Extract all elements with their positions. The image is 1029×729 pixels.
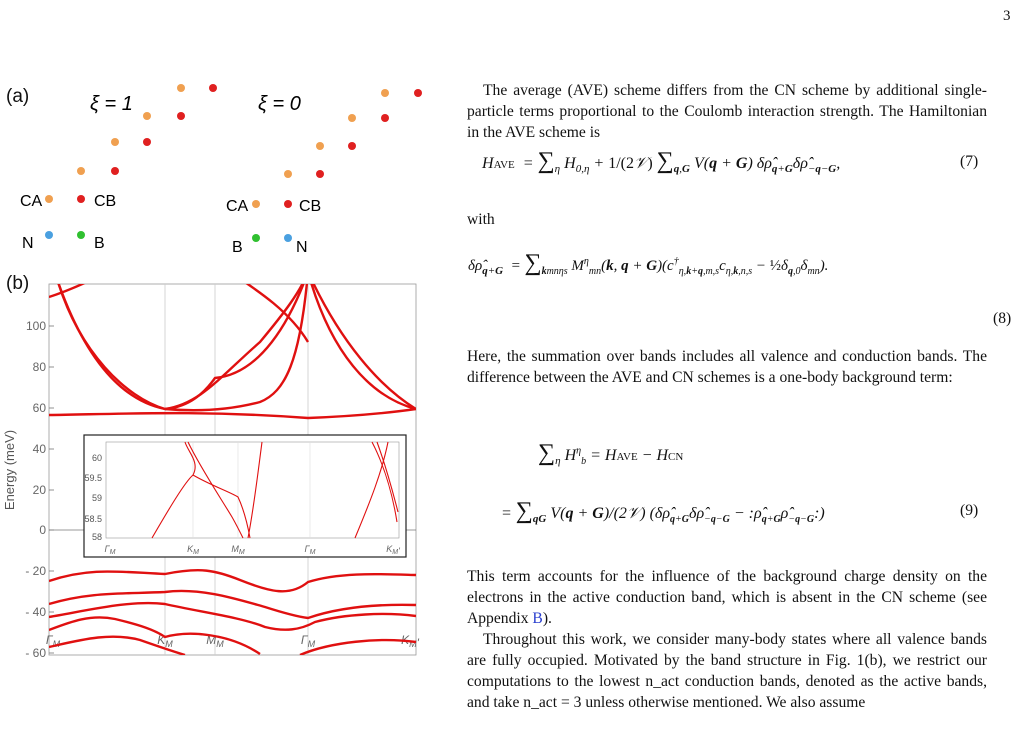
atom-n-left (45, 231, 53, 239)
atom-dot (348, 142, 356, 150)
paragraph-summation: Here, the summation over bands includes all valence and conduction bands. The difference between the AVE and CN schemes is a one-body background term: (467, 348, 987, 386)
inset-x-tick: $K_M'$ (386, 544, 400, 556)
band-line (308, 272, 416, 409)
equation-8-number: (8) (993, 310, 1012, 327)
atom-ca-left (45, 195, 53, 203)
label-n-right: N (296, 239, 308, 256)
x-tick-label: $\Gamma_M$ (45, 633, 61, 649)
band-line (58, 272, 308, 409)
atom-n-right (284, 234, 292, 242)
equation-8: $\delta\rhô_{q+G} = \sum_{kmn\eta s}$ $M^\eta_{mn}(k$, $q + G)(c^\dagger_{\eta,k+q,m,s}c_{\eta,k,n,s}$ − $\frac{1}{2}\delta_{q,0}\delta_{mn}$). (468, 250, 829, 277)
paragraph-many-body: Throughout this work, we consider many-body states where all valence bands are fully occupied. Motivated by the band structure in Fig. 1(b), we restrict our computations to the lowest n_act conduction bands, denoted as the active bands, and take n_act = 3 unless otherwise mentioned. We also assume (467, 631, 987, 711)
text-column-2 (467, 346, 987, 388)
inset-x-tick: $\Gamma_M$ (104, 544, 116, 556)
label-ca-left: CA (20, 193, 43, 210)
inset-y-tick: 59 (91, 493, 102, 503)
paragraph-text: ). (542, 610, 552, 627)
atom-dot (381, 89, 389, 97)
y-tick-label: - 60 (25, 646, 46, 660)
band-line (308, 272, 416, 409)
atom-cb-right (284, 200, 292, 208)
inset-x-tick: $M_M$ (231, 544, 245, 556)
xi-1-title: ξ = 1 (90, 93, 133, 115)
appendix-link[interactable]: B (532, 610, 543, 627)
atom-dot (316, 142, 324, 150)
page-number: 3 (1003, 8, 1011, 24)
atom-cb-left (77, 195, 85, 203)
inset-y-tick: 58 (91, 532, 102, 542)
label-b-left: B (94, 235, 105, 252)
label-ca-right: CA (226, 198, 249, 215)
label-cb-right: CB (299, 198, 322, 215)
inset-x-tick: $K_M$ (187, 544, 199, 556)
x-tick-label: $\Gamma_M$ (300, 633, 316, 649)
paragraph-background-charge (467, 566, 987, 629)
atom-dot (111, 167, 119, 175)
x-tick-label: $K_M'$ (401, 633, 419, 650)
y-tick-label: 100 (25, 319, 46, 333)
equation-9-number: (9) (960, 502, 979, 519)
atom-dot (177, 84, 185, 92)
panel-a-label: (a) (6, 86, 30, 107)
label-n-left: N (22, 235, 34, 252)
atom-b-left (77, 231, 85, 239)
band-line (49, 617, 260, 654)
y-tick-label: - 20 (25, 564, 46, 578)
atom-dot (143, 138, 151, 146)
atom-dot (77, 167, 85, 175)
label-cb-left: CB (94, 193, 117, 210)
word-with: with (467, 211, 495, 228)
y-tick-label: - 40 (25, 605, 46, 619)
band-line (58, 272, 308, 409)
band-line (300, 640, 416, 655)
equation-9: = $\sum_{qG}$ V(q + G)/(2𝒱) ($\delta\rhô_{q+G}\delta\rhô_{-q-G}$ − $:\rhô_{q+G}\rhô_{-q-G}$:) (501, 498, 825, 526)
x-tick-label: $K_M$ (157, 633, 173, 649)
xi-0-title: ξ = 0 (258, 93, 301, 115)
atom-dot (111, 138, 119, 146)
y-tick-label: 20 (32, 483, 46, 497)
inset-y-tick: 58.5 (84, 514, 102, 524)
band-line (49, 570, 416, 591)
paragraph-text: This term accounts for the influence of the background charge density on the electrons in the active conduction band, which is absent in the CN scheme (see Appendix (467, 568, 987, 627)
inset-y-tick: 60 (91, 453, 102, 463)
band-structure-chart (0, 282, 460, 660)
y-axis-label: Energy (meV) (2, 429, 17, 511)
atom-dot (348, 114, 356, 122)
panel-b-label: (b) (6, 273, 30, 294)
atom-b-right (252, 234, 260, 242)
inset-y-tick: 59.5 (84, 473, 102, 483)
atom-dot (284, 170, 292, 178)
panel-a-lattice (0, 0, 460, 270)
atom-dot (209, 84, 217, 92)
band-line (165, 272, 308, 410)
x-tick-label: $M_M$ (206, 633, 224, 649)
atom-dot (381, 114, 389, 122)
atom-dot (316, 170, 324, 178)
atom-dot (143, 112, 151, 120)
y-tick-label: 60 (32, 401, 46, 415)
paragraph-ave-scheme: The average (AVE) scheme differs from the CN scheme by additional single-particle terms proportional to the Coulomb interaction strength. The Hamiltonian in the AVE scheme is (467, 82, 987, 141)
text-with (467, 209, 987, 230)
atom-dot (414, 89, 422, 97)
equation-background-def: $\sum_\eta$ $H^\eta_b$ = HAVE − HCN (538, 440, 684, 468)
atom-dot (177, 112, 185, 120)
label-b-right: B (232, 239, 243, 256)
atom-ca-right (252, 200, 260, 208)
y-tick-label: 40 (32, 442, 46, 456)
inset-frame (84, 435, 406, 557)
equation-7: HAVE = $\sum_\eta$ $H_{0,\eta}$ + 1/(2𝒱) $\sum_{q,G}$ V(q + G) $\delta\rhô_{q+G}\delta\rhô_{-q-G}$, (482, 148, 841, 176)
band-line (49, 409, 416, 418)
y-tick-label: 80 (32, 360, 46, 374)
equation-7-number: (7) (960, 153, 979, 170)
inset-x-tick: $\Gamma_M$ (304, 544, 316, 556)
text-column-3 (467, 566, 987, 713)
text-column (467, 80, 987, 143)
y-tick-label: 0 (39, 523, 46, 537)
